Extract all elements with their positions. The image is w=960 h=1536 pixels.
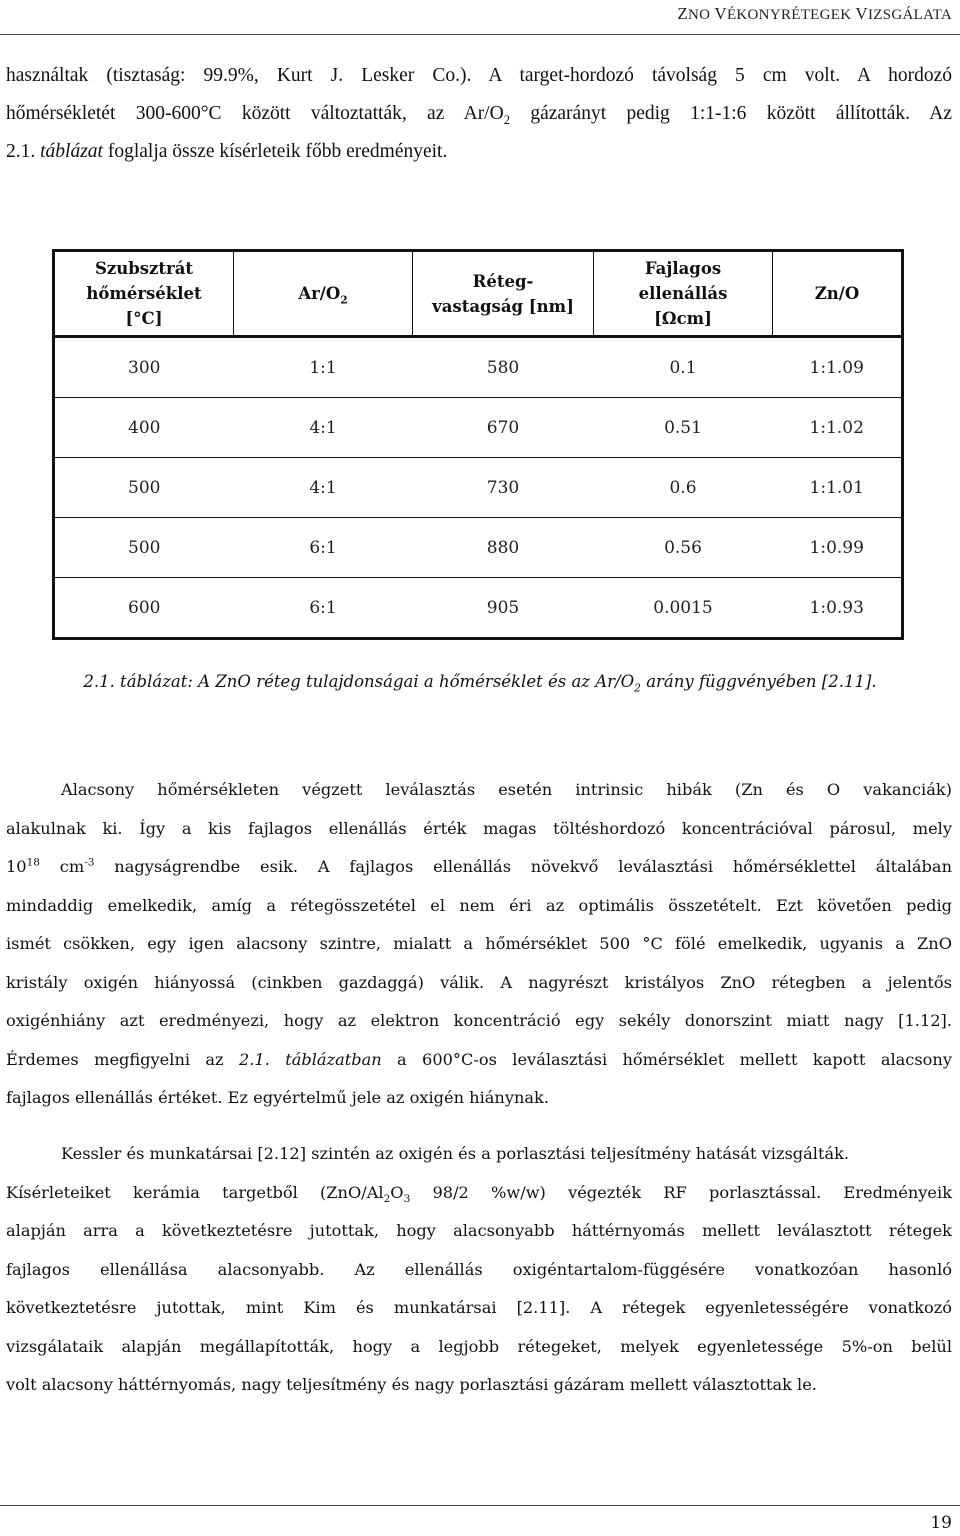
cell-ar-o2: 6:1 bbox=[309, 597, 337, 618]
header-divider bbox=[0, 34, 960, 35]
paragraph-line: fajlagos ellenállás értéket. Ez egyértelmű jele az oxigén hiánynak. bbox=[6, 1088, 550, 1107]
paragraph-line: kristály oxigén hiányossá (cinkben gazdaggá) válik. A nagyrészt kristályos ZnO rétegben a jelentős bbox=[6, 972, 952, 992]
cell-resistivity: 0.6 bbox=[594, 458, 773, 518]
cell-temperature: 500 bbox=[54, 518, 234, 578]
paragraph-line: $10^{18}$ $cm^{-3}$ nagyságrendbe esik. A fajlagos ellenállás növekvő leválasztási hőmérséklettel általában bbox=[6, 856, 952, 876]
cell-zn-o: 1:1.02 bbox=[773, 398, 903, 458]
cell-zn-o: 1:1.01 bbox=[773, 458, 903, 518]
table-row bbox=[54, 458, 903, 518]
body-paragraph-1 bbox=[6, 771, 952, 1118]
running-header: ZNO VÉKONYRÉTEGEK VIZSGÁLATA bbox=[677, 4, 952, 23]
table-row bbox=[54, 518, 903, 578]
table-header-row bbox=[54, 251, 903, 337]
intro-paragraph bbox=[6, 57, 952, 171]
cell-zn-o: 1:1.09 bbox=[773, 337, 903, 398]
paragraph-line: mindaddig emelkedik, amíg a rétegösszetétel el nem éri az optimális összetételt. Ezt követően pedig bbox=[6, 895, 952, 915]
header-substrate-temperature: Szubsztrát hőmérséklet [°C] bbox=[54, 251, 234, 337]
intro-line-1: használtak (tisztaság: 99.9%, Kurt J. Lesker Co.). A target-hordozó távolság 5 cm volt. A hordozó bbox=[6, 65, 952, 86]
paragraph-line: oxigénhiány azt eredményezi, hogy az elektron koncentráció egy sekély donorszint miatt nagy [1.12]. bbox=[6, 1011, 952, 1030]
paragraph-line: fajlagos ellenállása alacsonyabb. Az ellenállás oxigéntartalom-függésére vonatkozóan hasonló bbox=[6, 1259, 952, 1279]
cell-thickness: 670 bbox=[413, 398, 594, 458]
paragraph-line: alapján arra a következtetésre jutottak, hogy alacsonyabb háttérnyomás mellett leválasztott rétegek bbox=[6, 1221, 952, 1240]
cell-thickness: 580 bbox=[413, 337, 594, 398]
header-resistivity: Fajlagos ellenállás [Ωcm] bbox=[594, 251, 773, 337]
cell-ar-o2: 4:1 bbox=[234, 398, 413, 458]
cell-thickness: 880 bbox=[413, 518, 594, 578]
cell-temperature: 600 bbox=[128, 597, 161, 618]
paragraph-line: Kessler és munkatársai [2.12] szintén az oxigén és a porlasztási teljesítmény hatását vizsgálták. bbox=[61, 1144, 850, 1163]
table-row bbox=[54, 398, 903, 458]
paragraph-line: Kísérleteiket kerámia targetből ($ZnO/Al_2O_3$ 98/2 %w/w) végezték RF porlasztással. Eredményeik bbox=[6, 1182, 952, 1205]
cell-temperature: 500 bbox=[54, 458, 234, 518]
cell-zn-o: 1:0.93 bbox=[809, 597, 864, 618]
cell-temperature: 400 bbox=[54, 398, 234, 458]
cell-resistivity: 0.1 bbox=[594, 337, 773, 398]
cell-resistivity: 0.56 bbox=[594, 518, 773, 578]
paragraph-line: Alacsony hőmérsékleten végzett leválasztás esetén intrinsic hibák (Zn és O vakanciák) bbox=[61, 780, 952, 799]
header-ar-o2-ratio: $Ar/O_2$ bbox=[234, 251, 413, 337]
paragraph-line: következtetésre jutottak, mint Kim és munkatársai [2.11]. A rétegek egyenletességére vonatkozó bbox=[6, 1298, 952, 1317]
cell-resistivity: 0.51 bbox=[594, 398, 773, 458]
paragraph-line: Érdemes megfigyelni az 2.1. táblázatban a 600°C-os leválasztási hőmérséklet mellett kapott alacsony bbox=[6, 1049, 952, 1069]
paragraph-line: vizsgálataik alapján megállapították, hogy a legjobb rétegeket, melyek egyenletessége 5%-on belül bbox=[6, 1336, 952, 1356]
cell-ar-o2: 1:1 bbox=[234, 337, 413, 398]
cell-ar-o2: 6:1 bbox=[234, 518, 413, 578]
cell-temperature: 300 bbox=[54, 337, 234, 398]
intro-line-2: hőmérsékletét 300-600°C között változtatták, az $Ar/O_2$ gázarányt pedig 1:1-1:6 között állították. Az bbox=[6, 103, 952, 127]
cell-zn-o: 1:0.99 bbox=[773, 518, 903, 578]
table-row bbox=[54, 337, 903, 398]
body-paragraph-2 bbox=[6, 1135, 952, 1405]
header-zn-o-ratio: Zn/O bbox=[773, 251, 903, 337]
footer-divider bbox=[0, 1505, 960, 1506]
intro-line-3: 2.1. táblázat foglalja össze kísérleteik főbb eredményeit. bbox=[6, 141, 448, 162]
paragraph-line: alakulnak ki. Így a kis fajlagos ellenállás érték magas töltéshordozó koncentrációval párosul, mely bbox=[6, 818, 952, 838]
results-table bbox=[52, 249, 904, 640]
page-number: 19 bbox=[930, 1513, 952, 1533]
cell-resistivity: 0.0015 bbox=[653, 597, 713, 618]
paragraph-line: volt alacsony háttérnyomás, nagy teljesítmény és nagy porlasztási gázáram mellett választottak le. bbox=[6, 1375, 817, 1394]
header-layer-thickness: Réteg- vastagság [nm] bbox=[413, 251, 594, 337]
cell-thickness: 730 bbox=[413, 458, 594, 518]
table-caption: 2.1. táblázat: A ZnO réteg tulajdonságai a hőmérséklet és az $Ar/O_2$ arány függvényében [2.11]. bbox=[83, 672, 877, 695]
cell-ar-o2: 4:1 bbox=[234, 458, 413, 518]
paragraph-line: ismét csökken, egy igen alacsony szintre, mialatt a hőmérséklet 500 °C fölé emelkedik, ugyanis a ZnO bbox=[6, 934, 952, 953]
table-row bbox=[54, 578, 903, 639]
cell-thickness: 905 bbox=[486, 597, 520, 618]
